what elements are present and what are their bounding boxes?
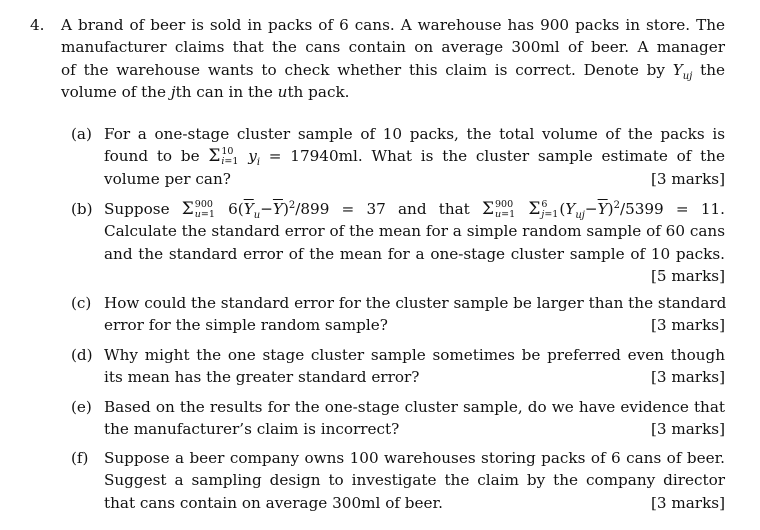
marks: [3 marks] [650,368,725,387]
part-label: (f) [71,449,89,467]
part-f: (f) Suppose a beer company owns 100 warehouses storing packs of 6 cans of beer. Suggest a sampling design to investigate the claim by the company director that cans contain on average 300ml of beer. [3 marks] [71,447,725,514]
part-a: (a) For a one-stage cluster sample of 10 packs, the total volume of the packs is found to be Σ 10 i=1 $y_i = 17940ml$. What is the cluster sample estimate of the volume per can? [3 marks] [71,123,725,190]
question-number: 4. [30,16,45,34]
part-label: (e) [71,398,92,416]
part-label: (d) [71,346,93,364]
part-c: (c) How could the standard error for the cluster sample be larger than the standard error for the simple random sample? [3 marks] [71,292,725,337]
part-d: (d) Why might the one stage cluster sample sometimes be preferred even though its mean has the greater standard error? [3 marks] [71,344,725,389]
part-label: (c) [71,294,92,312]
part-label: (a) [71,125,92,143]
marks: [3 marks] [650,420,725,439]
part-b: (b) Suppose Σ 900 u=1 $6(\overline{Y}_u-\overline{Y})^2/899 = 37$ and that Σ 900 u=1 Σ 6 j=1 $(Y_{uj}-\overline{Y})^2/5399 = 11$. Calculate the standard error of the mean for a simple random sample of 60 cans and the standard error of the mean for a one-stage cluster sample of 10 packs. [5 marks] [71,199,725,286]
marks: [5 marks] [650,267,725,286]
marks: [3 marks] [650,169,725,188]
part-e: (e) Based on the results for the one-stage cluster sample, do we have evidence that the manufacturer’s claim is incorrect? [3 marks] [71,396,725,441]
part-label: (b) [71,200,93,218]
question-stem: A brand of beer is sold in packs of 6 cans. A warehouse has 900 packs in store. The manufacturer claims that the cans contain on average 300ml of beer. A manager of the warehouse wants to check whether this claim is correct. Denote by $Y_{uj}$ the volume of the jth can in the uth pack. [61,16,725,102]
marks: [3 marks] [650,316,725,335]
marks: [3 marks] [650,493,725,512]
